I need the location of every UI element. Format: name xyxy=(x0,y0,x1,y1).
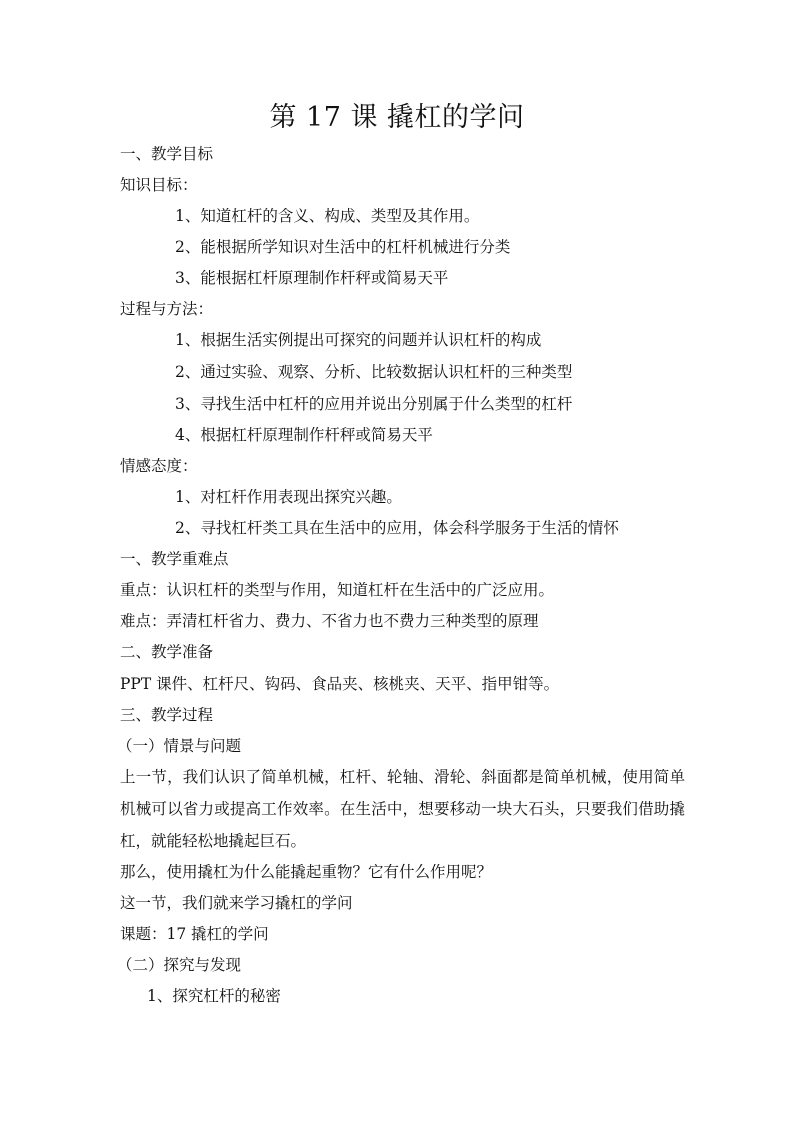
topic-line: 课题：17 撬杠的学问 xyxy=(120,925,269,943)
list-item: 1、知道杠杆的含义、构成、类型及其作用。 xyxy=(175,207,480,225)
section-heading-preparation: 二、教学准备 xyxy=(120,643,214,661)
subheading-process: 过程与方法： xyxy=(120,300,214,318)
difficult-point-text: 难点：弄清杠杆省力、费力、不省力也不费力三种类型的原理 xyxy=(120,612,539,630)
lesson-title: 第 17 课 撬杠的学问 xyxy=(269,102,525,133)
list-item: 2、寻找杠杆类工具在生活中的应用，体会科学服务于生活的情怀 xyxy=(175,519,619,537)
section-heading-key-points: 一、教学重难点 xyxy=(120,550,229,568)
list-item: 1、探究杠杆的秘密 xyxy=(147,987,281,1005)
list-item: 4、根据杠杆原理制作杆秤或简易天平 xyxy=(175,426,433,444)
list-item: 1、对杠杆作用表现出探究兴趣。 xyxy=(175,488,402,506)
subsection-heading: （二）探究与发现 xyxy=(117,956,242,974)
body-paragraph: 上一节，我们认识了简单机械，杠杆、轮轴、滑轮、斜面都是简单机械，使用简单机械可以省力或提高工作效率。在生活中，想要移动一块大石头，只要我们借助撬杠，就能轻松地撬起巨石。 xyxy=(120,768,685,850)
list-item: 2、能根据所学知识对生活中的杠杆机械进行分类 xyxy=(175,238,511,256)
list-item: 3、寻找生活中杠杆的应用并说出分别属于什么类型的杠杆 xyxy=(175,395,573,413)
subsection-heading: （一）情景与问题 xyxy=(117,737,242,755)
subheading-knowledge: 知识目标： xyxy=(120,176,198,194)
key-point-text: 重点：认识杠杆的类型与作用，知道杠杆在生活中的广泛应用。 xyxy=(120,581,555,599)
subheading-attitude: 情感态度： xyxy=(120,457,198,475)
preparation-text: PPT 课件、杠杆尺、钩码、食品夹、核桃夹、天平、指甲钳等。 xyxy=(120,675,560,693)
body-line: 那么，使用撬杠为什么能撬起重物？它有什么作用呢？ xyxy=(120,863,493,881)
section-heading-objectives: 一、教学目标 xyxy=(120,145,214,163)
list-item: 2、通过实验、观察、分析、比较数据认识杠杆的三种类型 xyxy=(175,363,573,381)
section-heading-process: 三、教学过程 xyxy=(120,706,214,724)
list-item: 3、能根据杠杆原理制作杆秤或简易天平 xyxy=(175,269,449,287)
list-item: 1、根据生活实例提出可探究的问题并认识杠杆的构成 xyxy=(175,331,542,349)
body-line: 这一节，我们就来学习撬杠的学问 xyxy=(120,894,353,912)
